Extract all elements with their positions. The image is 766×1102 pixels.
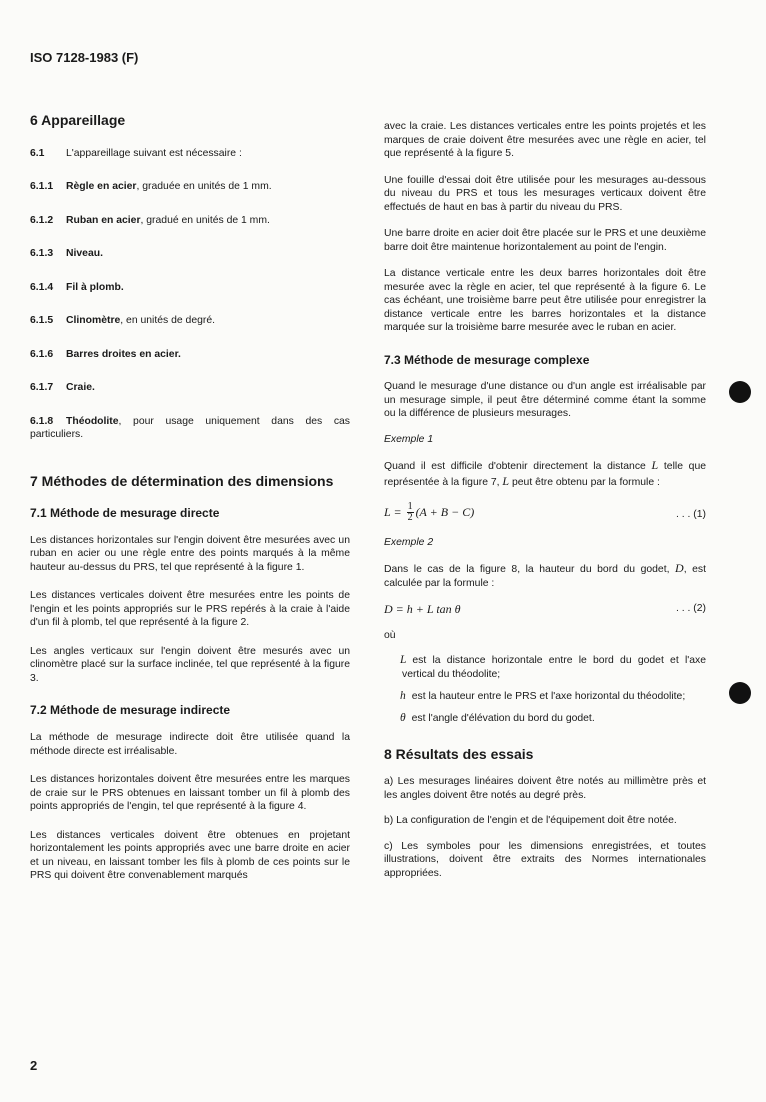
paragraph: Les angles verticaux sur l'engin doivent être mesurés avec un clinomètre placé sur la surface inclinée, tel que représenté à la figure 3. (30, 645, 350, 684)
paragraph: avec la craie. Les distances verticales entre les points projetés et les marques de craie doivent être mesurées avec une règle en acier, tel que représenté à la figure 5. (384, 121, 706, 160)
punch-hole-bottom (729, 682, 751, 704)
paragraph: Les distances verticales doivent être obtenues en projetant horizontalement les points appropriés avec une barre droite en acier et un niveau, en laissant tomber les fils à plomb de ces points sur le PRS qui doivent être convenablement marqués (30, 829, 350, 882)
definition-text: est la hauteur entre le PRS et l'axe horizontal du théodolite; (411, 690, 686, 702)
item-number: 6.1.3 (30, 248, 54, 260)
fraction-denominator: 2 (407, 512, 413, 524)
section-7-2-title: 7.2 Méthode de mesurage indirecte (30, 703, 231, 718)
paragraph (384, 458, 706, 489)
item-number: 6.1.7 (30, 382, 54, 394)
paragraph: La distance verticale entre les deux barres horizontales doit être mesurée avec la règle en acier, tel que représenté à la figure 6. Le cas échéant, une troisième barre peut être utilisée pour enregistrer la distance verticale entre les barres horizontales et la distance marquée sur la troisième barre mesurée avec le ruban en acier. (384, 268, 706, 334)
item-text: , en unités de degré. (120, 315, 216, 327)
punch-hole-top (729, 381, 751, 403)
variable: D (675, 561, 684, 576)
definition-text: est l'angle d'élévation du bord du godet. (411, 712, 595, 724)
definition-text: est la distance horizontale entre le bord du godet et l'axe vertical du théodolite; (402, 655, 706, 681)
page-number: 2 (30, 1058, 38, 1073)
variable: L (502, 473, 510, 488)
definition-item (384, 653, 706, 681)
definition-item (384, 711, 706, 726)
formula-rhs: (A + B − C) (415, 504, 475, 519)
paragraph: Une barre droite en acier doit être placée sur le PRS et une deuxième barre doit être maintenue horizontalement au point de l'engin. (384, 228, 706, 253)
formula-1 (384, 502, 706, 524)
symbol: L (400, 654, 407, 667)
document-header: ISO 7128-1983 (F) (30, 50, 139, 65)
paragraph: Quand le mesurage d'une distance ou d'un angle est irréalisable par un mesurage simple, il peut être déterminé comme étant la somme ou la différence de plusieurs mesurages. (384, 381, 706, 420)
text-run: peut être obtenu par la formule : (509, 476, 660, 488)
left-column (30, 112, 350, 883)
item-term: Niveau. (66, 248, 103, 260)
item-term: Théodolite (66, 415, 119, 427)
symbol: θ (400, 711, 406, 724)
item-term: Fil à plomb. (66, 281, 124, 293)
text-run: Quand il est difficile d'obtenir directement la distance (384, 461, 652, 473)
formula-lhs: L = (384, 504, 402, 519)
clause-number: 6.1 (30, 147, 45, 159)
item-6-1-4 (30, 281, 350, 295)
definition-item (384, 689, 706, 704)
right-column (384, 120, 706, 880)
clause-text: L'appareillage suivant est nécessaire : (66, 147, 242, 159)
item-6-1-6 (30, 348, 350, 362)
item-number: 6.1.8 (30, 415, 54, 427)
item-text: , pour usage uniquement dans des cas particuliers. (30, 415, 350, 441)
formula-expression: D = h + L tan θ (384, 602, 461, 617)
example-2-label: Exemple 2 (384, 536, 434, 548)
item-number: 6.1.4 (30, 281, 54, 293)
item-6-1-1 (30, 180, 350, 194)
paragraph: a) Les mesurages linéaires doivent être notés au millimètre près et les angles doivent être notés au degré près. (384, 776, 706, 801)
variable: L (651, 458, 659, 473)
formula-2 (384, 602, 706, 618)
fraction-numerator: 1 (407, 500, 413, 512)
item-number: 6.1.5 (30, 315, 54, 327)
paragraph (384, 561, 706, 590)
section-7-3-title: 7.3 Méthode de mesurage complexe (384, 352, 590, 367)
item-text: , graduée en unités de 1 mm. (136, 181, 272, 193)
ou-label: où (384, 629, 396, 641)
item-6-1-5 (30, 314, 350, 328)
clause-6-1 (30, 147, 350, 161)
item-term: Règle en acier (66, 181, 137, 193)
item-6-1-3 (30, 247, 350, 261)
symbol-definitions (384, 653, 706, 725)
section-7-1-title: 7.1 Méthode de mesurage directe (30, 506, 220, 521)
paragraph: Les distances verticales doivent être mesurées entre les points de l'engin et les points appropriés sur le PRS repérés à la craie à l'aide d'un fil à plomb, tel que représenté à la figure 2. (30, 590, 350, 629)
section-7-title: 7 Méthodes de détermination des dimensions (30, 472, 334, 489)
paragraph: b) La configuration de l'engin et de l'équipement doit être notée. (384, 815, 677, 827)
text-run: Dans le cas de la figure 8, la hauteur du bord du godet, (384, 564, 676, 576)
paragraph: Une fouille d'essai doit être utilisée pour les mesurages au-dessous du niveau du PRS et tous les mesurages verticaux doivent être effectués de haut en bas à partir du niveau du PRS. (384, 174, 706, 213)
item-6-1-7 (30, 381, 350, 395)
item-6-1-8 (30, 415, 350, 442)
item-number: 6.1.1 (30, 181, 54, 193)
fraction (407, 502, 414, 524)
section-8-title: 8 Résultats des essais (384, 745, 534, 762)
section-6-title: 6 Appareillage (30, 112, 126, 128)
paragraph: Les distances horizontales sur l'engin doivent être mesurées avec un ruban en acier ou une règle entre des points marqués à la même hauteur au-dessus du PRS, tel que représenté à la figure 1. (30, 534, 350, 573)
item-text: , gradué en unités de 1 mm. (140, 214, 270, 226)
item-term: Clinomètre (66, 315, 121, 327)
item-term: Barres droites en acier. (66, 348, 181, 360)
item-number: 6.1.2 (30, 214, 54, 226)
paragraph: La méthode de mesurage indirecte doit être utilisée quand la méthode directe est irréalisable. (30, 731, 350, 757)
equation-number: . . . (1) (675, 508, 706, 520)
equation-number: . . . (2) (675, 603, 706, 615)
item-number: 6.1.6 (30, 348, 54, 360)
text-run: telle que représentée à la figure 7, (384, 461, 707, 488)
symbol: h (400, 689, 406, 702)
paragraph: c) Les symboles pour les dimensions enregistrées, et toutes illustrations, doivent être extraits des Normes internationales appropriées. (384, 840, 706, 879)
example-1-label: Exemple 1 (384, 433, 434, 445)
item-term: Ruban en acier (66, 214, 141, 226)
paragraph: Les distances horizontales doivent être mesurées entre les marques de craie sur le PRS obtenues en laissant tomber un fil à plomb des points appropriés de l'engin, tel que représenté à la figure 4. (30, 774, 350, 813)
item-6-1-2 (30, 214, 350, 228)
item-term: Craie. (66, 382, 95, 394)
text-run: , est calculée par la formule : (384, 564, 706, 589)
